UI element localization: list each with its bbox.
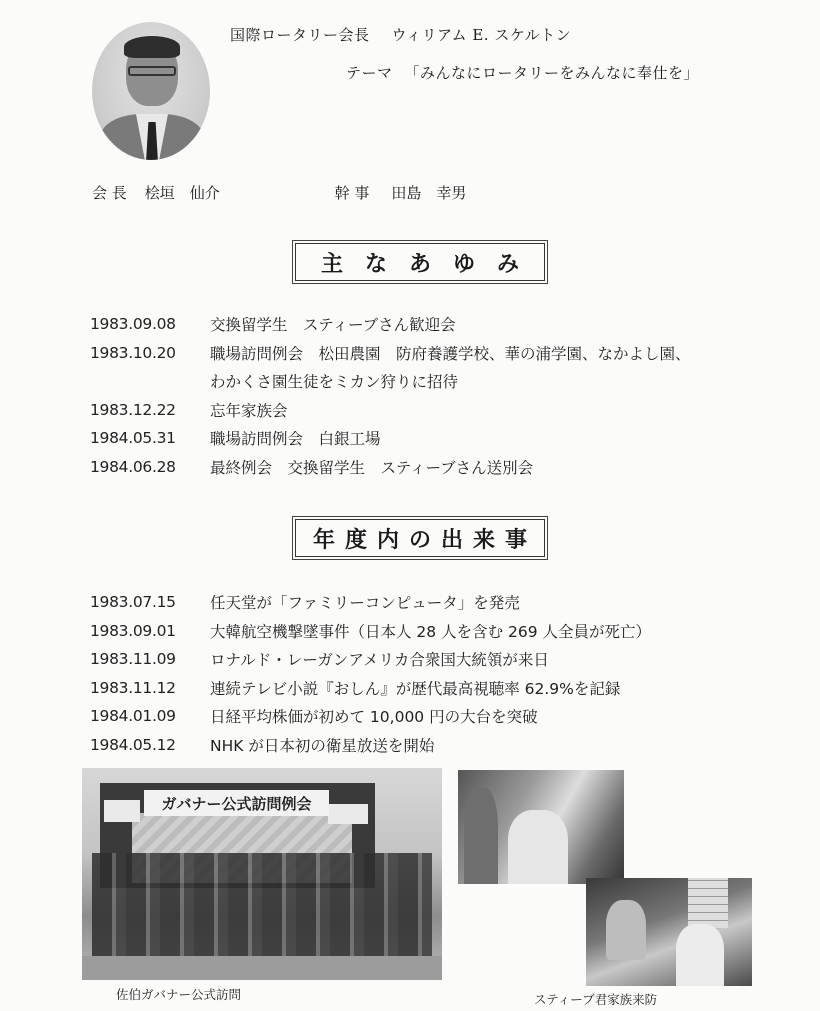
secretary-title: 幹 事 — [334, 184, 370, 202]
list-item — [90, 645, 651, 674]
events-section-title-box — [292, 516, 548, 560]
list-item — [90, 731, 651, 760]
governor-visit-group-photo — [82, 768, 442, 980]
item-date: 1983.07.15 — [90, 593, 176, 612]
item-text: ロナルド・レーガンアメリカ合衆国大統領が来日 — [210, 651, 549, 670]
portrait-glasses — [128, 66, 176, 76]
item-text: 交換留学生 スティーブさん歓迎会 — [210, 316, 456, 335]
item-date: 1983.11.09 — [90, 650, 176, 669]
item-text: 連続テレビ小説『おしん』が歴代最高視聴率 62.9%を記録 — [210, 679, 621, 698]
secretary-name: 田島 幸男 — [391, 184, 467, 202]
item-date: 1984.01.09 — [90, 707, 176, 726]
ri-president-line — [230, 24, 571, 45]
list-item-continuation — [90, 367, 691, 396]
events-section-title: 年度内の出来事 — [295, 519, 545, 557]
group-photo-caption: 佐伯ガバナー公式訪問 — [116, 987, 242, 1002]
list-item — [90, 674, 651, 703]
item-text: わかくさ園生徒をミカン狩りに招待 — [210, 373, 459, 392]
list-item — [90, 424, 691, 453]
photo-people — [92, 853, 432, 963]
list-item — [90, 702, 651, 731]
theme-text: 「みんなにロータリーをみんなに奉仕を」 — [404, 64, 700, 82]
photo-person — [464, 788, 498, 884]
item-text: 大韓航空機撃墜事件（日本人 28 人を含む 269 人全員が死亡） — [210, 622, 652, 641]
officers-line — [92, 182, 466, 203]
ayumi-section-title-box — [292, 240, 548, 284]
item-date: 1984.05.31 — [90, 429, 176, 448]
item-text: 職場訪問例会 松田農園 防府養護学校、華の浦学園、なかよし園、 — [210, 344, 691, 363]
list-item — [90, 617, 651, 646]
theme-label: テーマ — [346, 64, 393, 82]
theme-line — [346, 62, 699, 83]
photo-sign-right — [328, 804, 368, 824]
list-item — [90, 396, 691, 425]
photo-banner: ガバナー公式訪問例会 — [144, 790, 329, 816]
item-date: 1983.11.12 — [90, 678, 176, 697]
list-item — [90, 339, 691, 368]
list-item — [90, 453, 691, 482]
item-date: 1984.06.28 — [90, 457, 176, 476]
item-text: 日経平均株価が初めて 10,000 円の大台を突破 — [210, 708, 538, 727]
item-date: 1984.05.12 — [90, 735, 176, 754]
item-text: 最終例会 交換留学生 スティーブさん送別会 — [210, 458, 534, 477]
president-portrait — [92, 22, 210, 160]
photo-shoji — [688, 878, 728, 928]
item-text: NHK が日本初の衛星放送を開始 — [210, 736, 435, 755]
family-photo-caption: スティーブ君家族来防 — [534, 992, 658, 1007]
family-visit-photo-2 — [586, 878, 752, 986]
photo-person — [676, 924, 724, 986]
family-visit-photo-1 — [458, 770, 624, 884]
list-item — [90, 310, 691, 339]
events-list — [90, 588, 651, 759]
portrait-hair — [124, 36, 180, 58]
item-text: 任天堂が「ファミリーコンピュータ」を発売 — [210, 594, 520, 613]
item-date: 1983.09.08 — [90, 315, 176, 334]
ri-president-label: 国際ロータリー会長 — [230, 26, 370, 44]
ri-president-name: ウィリアム E. スケルトン — [391, 26, 572, 44]
item-date: 1983.10.20 — [90, 343, 176, 362]
ayumi-section-title: 主なあゆみ — [295, 243, 545, 281]
ayumi-list — [90, 310, 691, 481]
item-date: 1983.12.22 — [90, 400, 176, 419]
photo-person — [606, 900, 646, 960]
item-text: 職場訪問例会 白銀工場 — [210, 430, 381, 449]
item-date: 1983.09.01 — [90, 621, 176, 640]
photo-person — [508, 810, 568, 884]
president-title: 会 長 — [92, 184, 127, 202]
photo-sign-left — [104, 800, 140, 822]
list-item — [90, 588, 651, 617]
item-text: 忘年家族会 — [210, 401, 288, 420]
president-name: 桧垣 仙介 — [144, 184, 220, 202]
photo-floor — [82, 956, 442, 980]
